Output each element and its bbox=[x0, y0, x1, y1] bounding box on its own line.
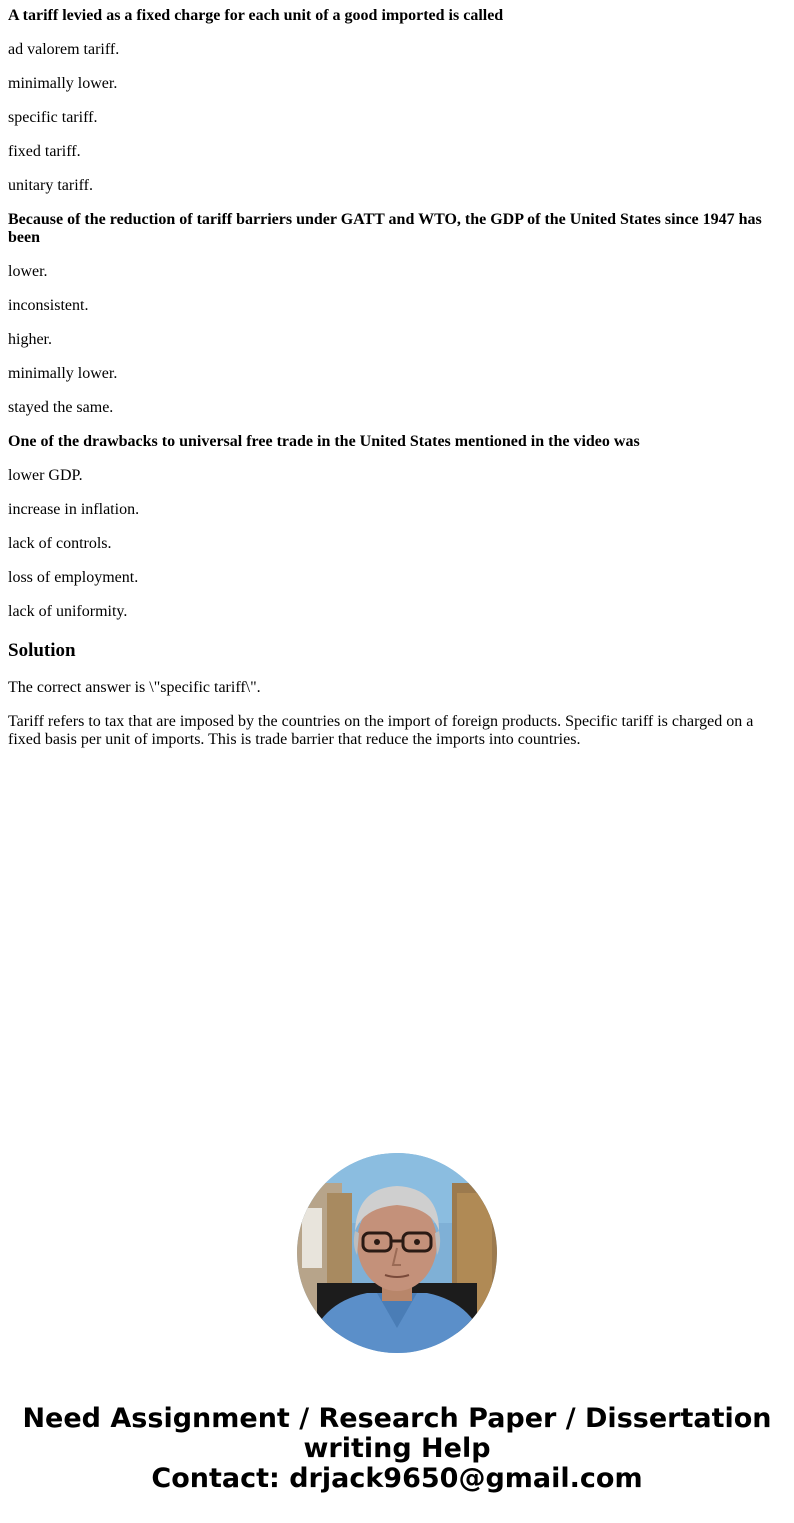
option-1-2: minimally lower. bbox=[8, 75, 118, 92]
tutor-portrait-icon bbox=[297, 1153, 497, 1353]
solution-explanation: Tariff refers to tax that are imposed by the countries on the import of foreign products. Specific tariff is charged on a fixed basis per unit of imports. This is trade barrier that reduce the imports into countries. bbox=[8, 713, 754, 748]
option-1-1: ad valorem tariff. bbox=[8, 41, 120, 58]
option-3-2: increase in inflation. bbox=[8, 501, 140, 518]
option-1-5: unitary tariff. bbox=[8, 177, 94, 194]
option-2-4: minimally lower. bbox=[8, 365, 118, 382]
option-3-4: loss of employment. bbox=[8, 569, 139, 586]
option-1-4: fixed tariff. bbox=[8, 143, 81, 160]
question-2: Because of the reduction of tariff barriers under GATT and WTO, the GDP of the United States since 1947 has been bbox=[8, 211, 762, 246]
question-3: One of the drawbacks to universal free trade in the United States mentioned in the video was bbox=[8, 433, 640, 450]
tutor-avatar bbox=[297, 1153, 497, 1353]
option-3-1: lower GDP. bbox=[8, 467, 83, 484]
footer-contact-line: Contact: drjack9650@gmail.com bbox=[151, 1463, 643, 1494]
question-block-1 bbox=[8, 7, 778, 195]
option-2-3: higher. bbox=[8, 331, 52, 348]
question-1: A tariff levied as a fixed charge for each unit of a good imported is called bbox=[8, 7, 504, 24]
document-content bbox=[8, 7, 778, 765]
option-2-1: lower. bbox=[8, 263, 48, 280]
option-2-5: stayed the same. bbox=[8, 399, 114, 416]
solution-heading: Solution bbox=[8, 640, 76, 661]
question-block-2 bbox=[8, 211, 778, 417]
solution-answer: The correct answer is \"specific tariff\". bbox=[8, 679, 261, 696]
contact-footer bbox=[0, 1404, 794, 1494]
option-3-3: lack of controls. bbox=[8, 535, 112, 552]
question-block-3 bbox=[8, 433, 778, 621]
option-1-3: specific tariff. bbox=[8, 109, 98, 126]
option-3-5: lack of uniformity. bbox=[8, 603, 128, 620]
footer-help-line: Need Assignment / Research Paper / Dissertation writing Help bbox=[22, 1403, 772, 1464]
option-2-2: inconsistent. bbox=[8, 297, 89, 314]
